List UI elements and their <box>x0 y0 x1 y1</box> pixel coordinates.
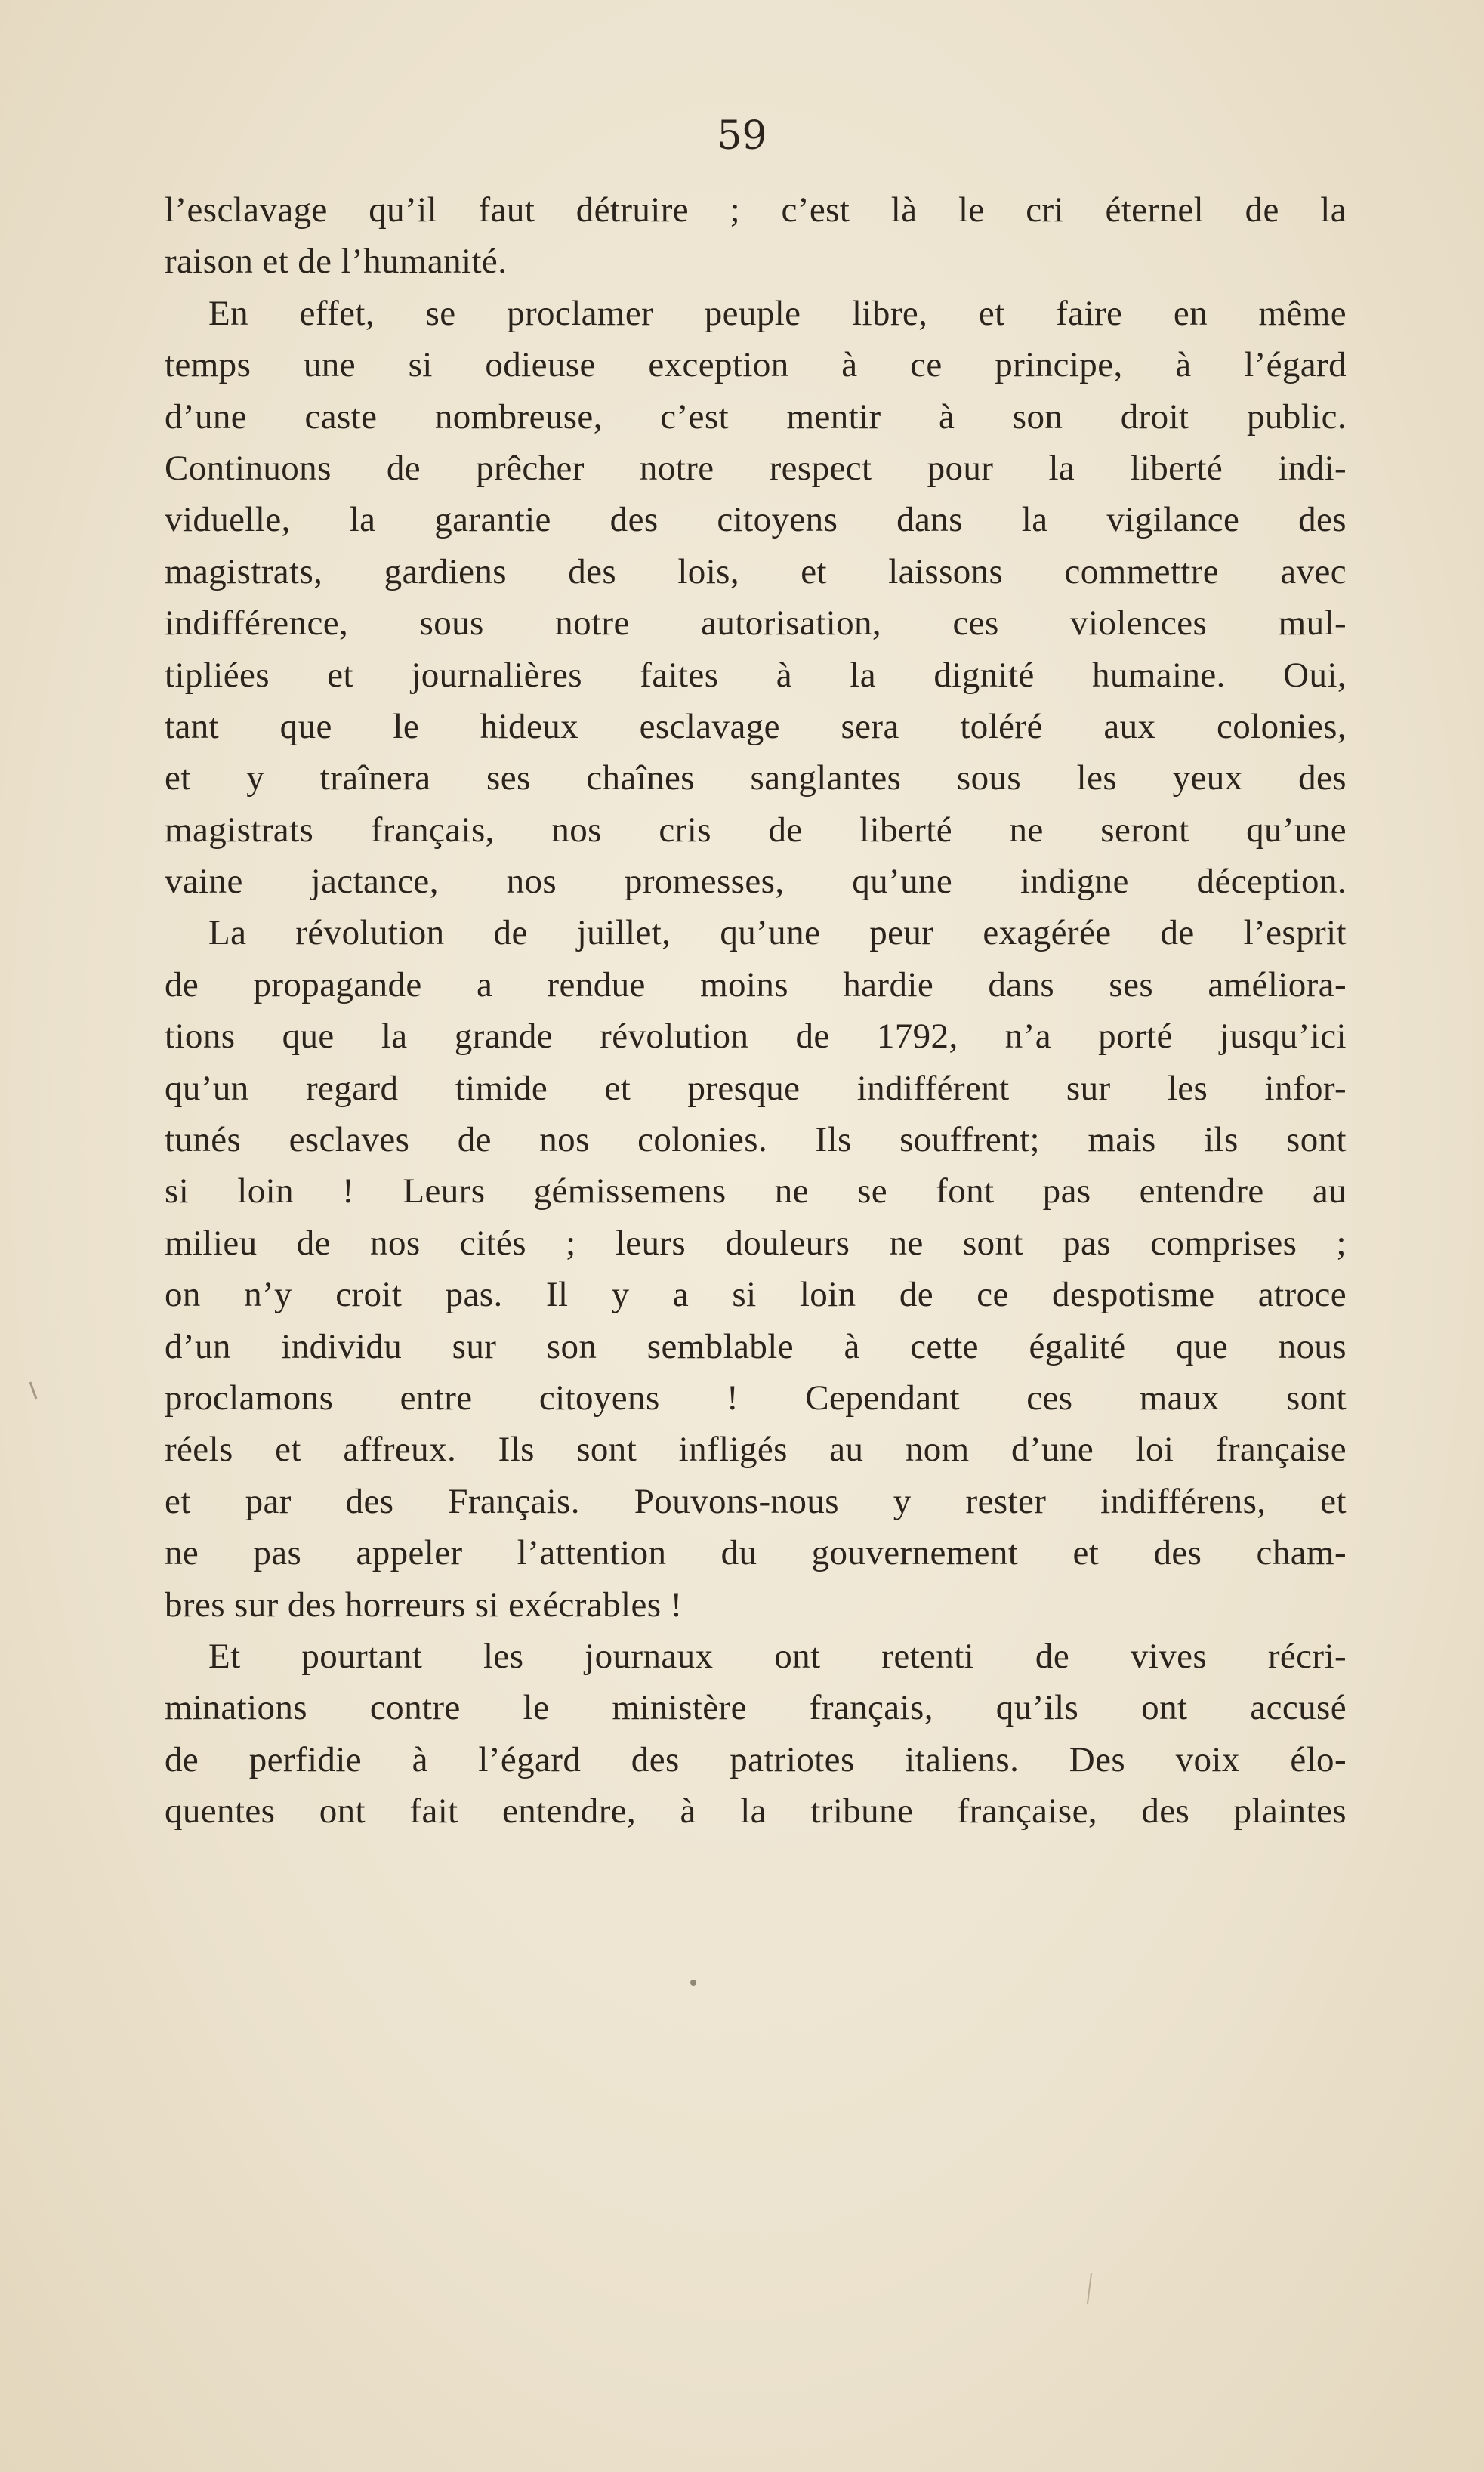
text-line: magistrats français, nos cris de liberté ne seront qu’une <box>165 810 1347 850</box>
speck-mark <box>690 1980 696 1986</box>
text-line: Et pourtant les journaux ont retenti de vives récri- <box>208 1636 1347 1676</box>
text-line: qu’un regard timide et presque indifférent sur les infor- <box>165 1068 1347 1108</box>
text-line: bres sur des horreurs si exécrables ! <box>165 1585 683 1625</box>
text-line: réels et affreux. Ils sont infligés au nom d’une loi française <box>165 1430 1347 1470</box>
text-line: En effet, se proclamer peuple libre, et faire en même <box>208 293 1347 333</box>
text-line: raison et de l’humanité. <box>165 242 508 282</box>
text-line: tipliées et journalières faites à la dignité humaine. Oui, <box>165 655 1347 695</box>
text-line: d’une caste nombreuse, c’est mentir à son droit public. <box>165 397 1347 437</box>
text-line: quentes ont fait entendre, à la tribune française, des plaintes <box>165 1792 1347 1832</box>
text-line: de propagande a rendue moins hardie dans ses améliora- <box>165 964 1347 1005</box>
margin-mark <box>30 1382 36 1399</box>
text-line: de perfidie à l’égard des patriotes italiens. Des voix élo- <box>165 1739 1347 1779</box>
text-line: on n’y croit pas. Il y a si loin de ce despotisme atroce <box>165 1275 1347 1315</box>
text-line: tant que le hideux esclavage sera toléré aux colonies, <box>165 706 1347 746</box>
text-line: l’esclavage qu’il faut détruire ; c’est là le cri éternel de la <box>165 190 1347 230</box>
text-line: proclamons entre citoyens ! Cependant ces maux sont <box>165 1378 1347 1418</box>
text-line: tions que la grande révolution de 1792, n’a porté jusqu’ici <box>165 1017 1347 1057</box>
text-line: minations contre le ministère français, qu’ils ont accusé <box>165 1688 1347 1728</box>
text-line: si loin ! Leurs gémissemens ne se font pas entendre au <box>165 1171 1347 1211</box>
stray-mark <box>1088 2273 1091 2304</box>
body-text <box>165 184 1347 1838</box>
text-line: milieu de nos cités ; leurs douleurs ne sont pas comprises ; <box>165 1223 1347 1263</box>
text-line: temps une si odieuse exception à ce principe, à l’égard <box>165 345 1347 385</box>
text-line: ne pas appeler l’attention du gouvernement et des cham- <box>165 1533 1347 1573</box>
text-line: et y traînera ses chaînes sanglantes sous les yeux des <box>165 758 1347 798</box>
text-line: vaine jactance, nos promesses, qu’une indigne déception. <box>165 862 1347 902</box>
text-line: et par des Français. Pouvons-nous y rester indifférens, et <box>165 1481 1347 1521</box>
text-line: La révolution de juillet, qu’une peur exagérée de l’esprit <box>208 913 1347 953</box>
text-line: magistrats, gardiens des lois, et laissons commettre avec <box>165 551 1347 591</box>
text-line: d’un individu sur son semblable à cette égalité que nous <box>165 1326 1347 1366</box>
page-number: 59 <box>717 113 767 159</box>
text-line: viduelle, la garantie des citoyens dans la vigilance des <box>165 500 1347 540</box>
text-line: tunés esclaves de nos colonies. Ils souffrent; mais ils sont <box>165 1120 1347 1160</box>
text-line: Continuons de prêcher notre respect pour la liberté indi- <box>165 448 1347 488</box>
text-line: indifférence, sous notre autorisation, ces violences mul- <box>165 603 1347 643</box>
